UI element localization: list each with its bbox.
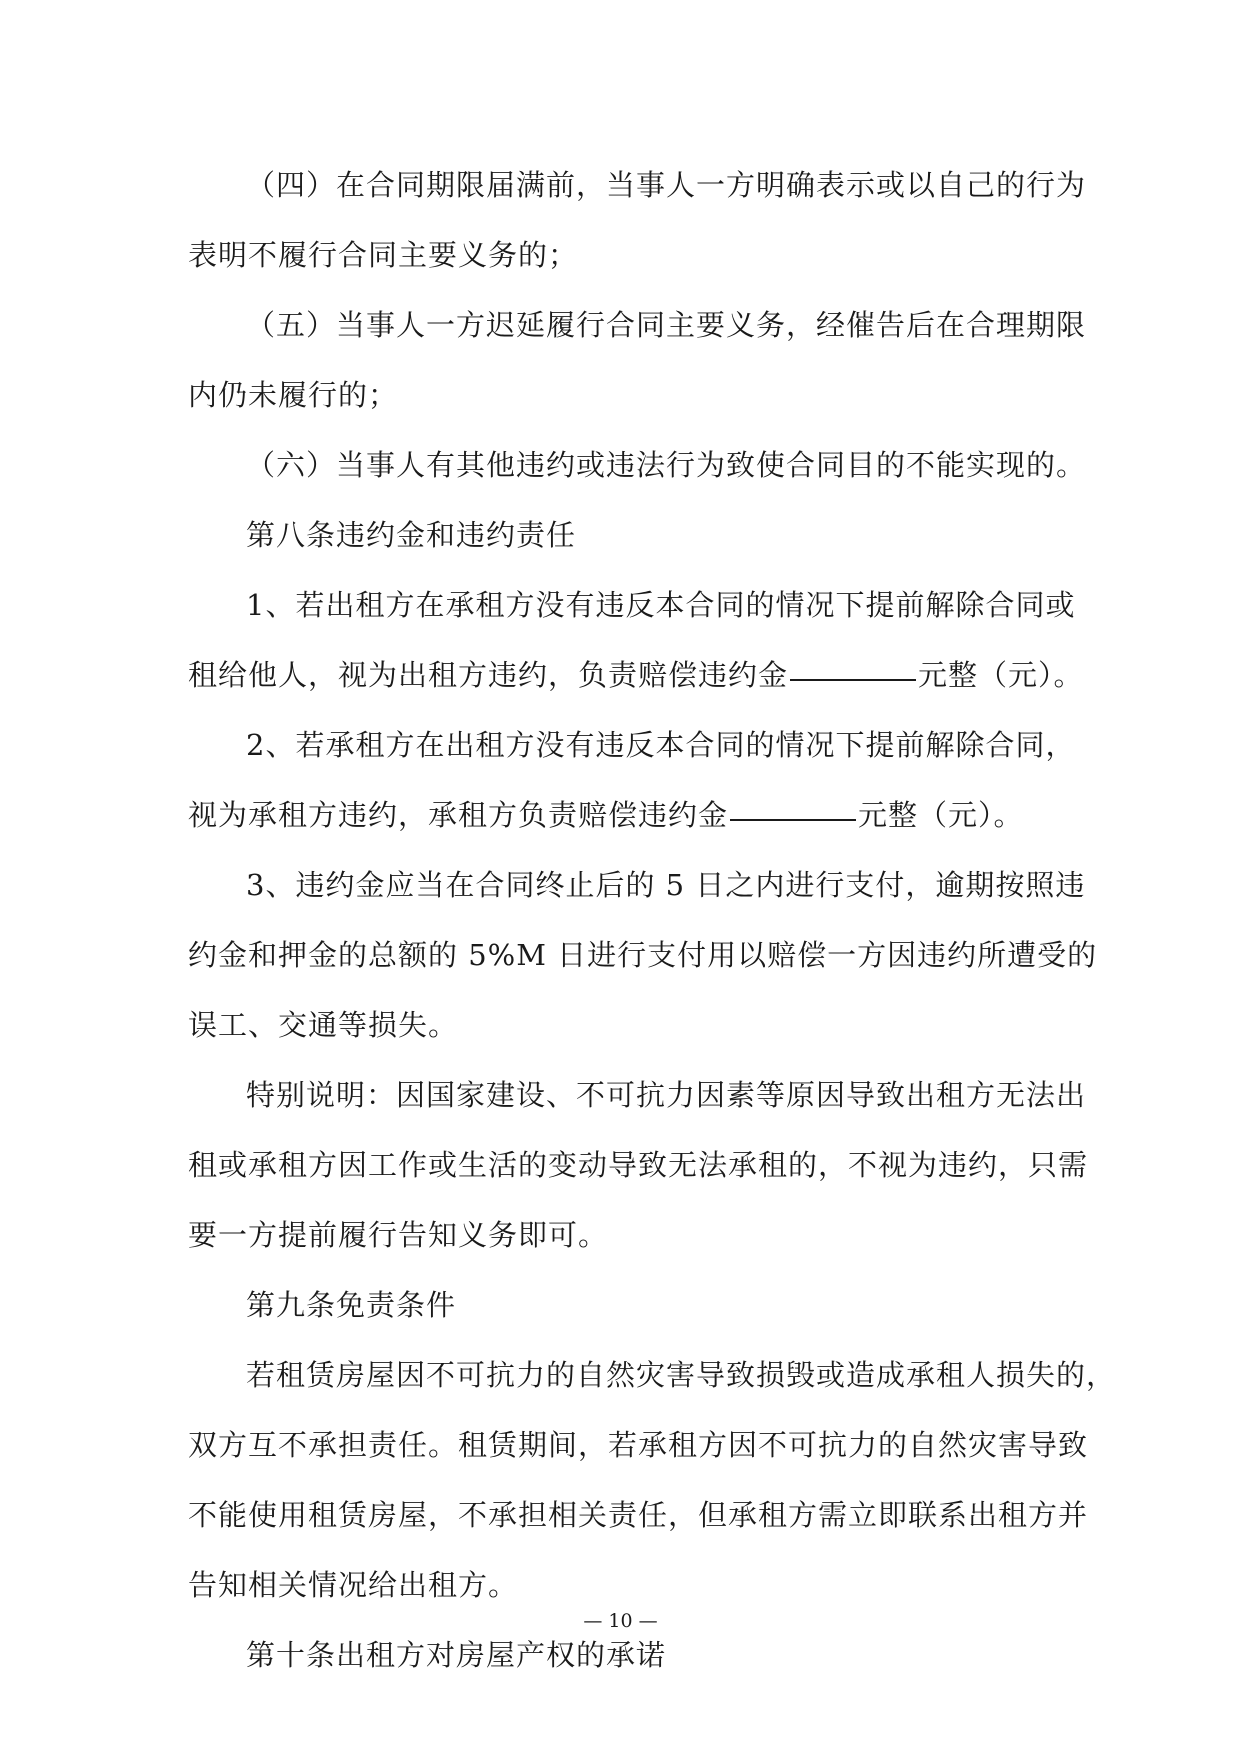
paragraph-line: 1、若出租方在承租方没有违反本合同的情况下提前解除合同或 <box>246 588 1076 622</box>
section-heading: 第八条违约金和违约责任 <box>246 518 577 552</box>
paragraph-line <box>188 780 1068 850</box>
paragraph-line: 特别说明：因国家建设、不可抗力因素等原因导致出租方无法出 <box>246 1078 1087 1112</box>
paragraph-line: 2、若承租方在出租方没有违反本合同的情况下提前解除合同， <box>246 728 1076 762</box>
section-heading: 第十条出租方对房屋产权的承诺 <box>246 1638 667 1672</box>
paragraph-line <box>188 640 1084 710</box>
paragraph-line: 误工、交通等损失。 <box>188 1008 459 1042</box>
document-body <box>188 150 1117 1690</box>
fill-in-blank <box>730 819 856 821</box>
paragraph-line: 租或承租方因工作或生活的变动导致无法承租的，不视为违约，只需 <box>188 1148 1089 1182</box>
paragraph-line: 要一方提前履行告知义务即可。 <box>188 1218 609 1252</box>
paragraph-line: 双方互不承担责任。租赁期间，若承租方因不可抗力的自然灾害导致 <box>188 1428 1089 1462</box>
line-text: 租给他人，视为出租方违约，负责赔偿违约金 <box>188 658 789 692</box>
line-text: 元整（元）。 <box>858 798 1024 832</box>
paragraph-line: 不能使用租赁房屋，不承担相关责任，但承租方需立即联系出租方并 <box>188 1498 1089 1532</box>
paragraph-line: （四）在合同期限届满前，当事人一方明确表示或以自己的行为 <box>246 168 1087 202</box>
line-text: 视为承租方违约，承租方负责赔偿违约金 <box>188 798 729 832</box>
page-number: — 10 — <box>583 1610 658 1632</box>
fill-in-blank <box>790 679 916 681</box>
paragraph-line: 3、违约金应当在合同终止后的 5 日之内进行支付，逾期按照违 <box>246 868 1086 902</box>
paragraph-line: （六）当事人有其他违约或违法行为致使合同目的不能实现的。 <box>246 448 1087 482</box>
paragraph-line: 告知相关情况给出租方。 <box>188 1568 519 1602</box>
paragraph-line: 若租赁房屋因不可抗力的自然灾害导致损毁或造成承租人损失的， <box>246 1358 1117 1392</box>
line-text: 元整（元）。 <box>918 658 1084 692</box>
paragraph-line: （五）当事人一方迟延履行合同主要义务，经催告后在合理期限 <box>246 308 1087 342</box>
paragraph-line: 约金和押金的总额的 5%M 日进行支付用以赔偿一方因违约所遭受的 <box>188 938 1098 972</box>
paragraph-line: 表明不履行合同主要义务的； <box>188 238 579 272</box>
section-heading: 第九条免责条件 <box>246 1288 457 1322</box>
paragraph-line: 内仍未履行的； <box>188 378 399 412</box>
